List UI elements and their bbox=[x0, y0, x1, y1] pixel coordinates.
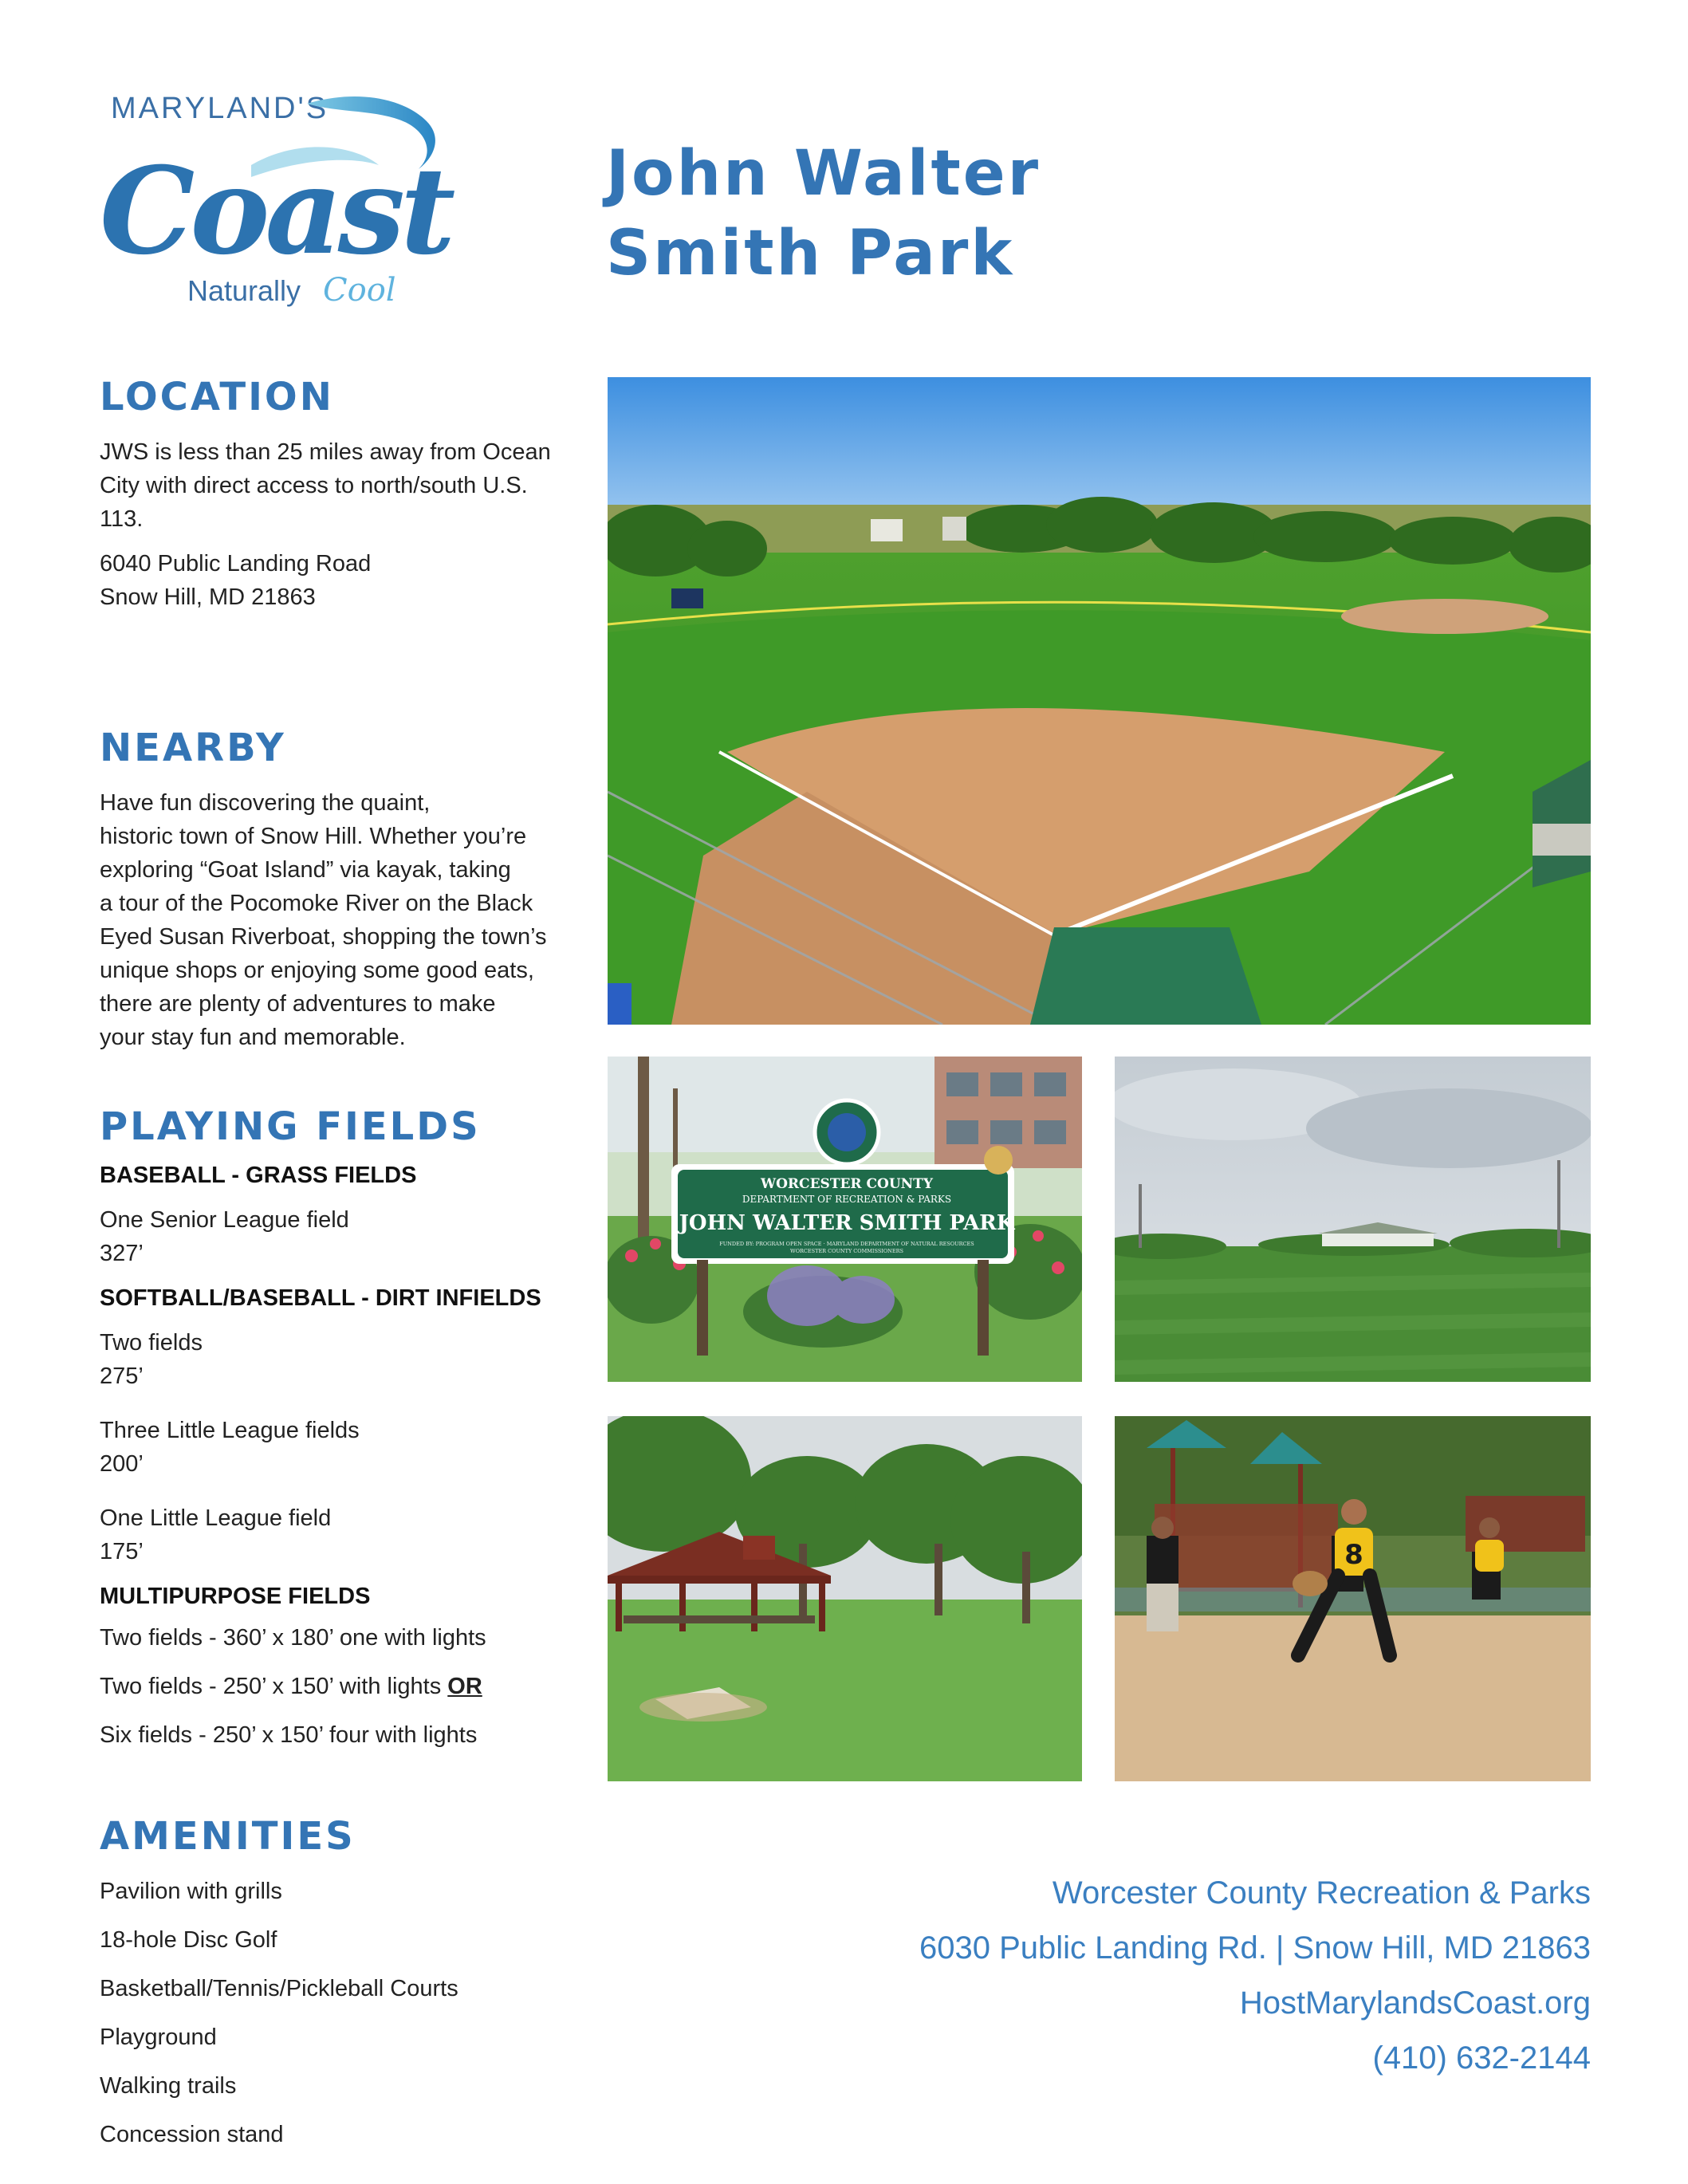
location-text-line: JWS is less than 25 miles away from Ocean bbox=[100, 439, 551, 465]
nearby-text-line: Have fun discovering the quaint, bbox=[100, 790, 431, 816]
open-field-photo bbox=[1115, 1057, 1591, 1382]
address-line-1: 6040 Public Landing Road bbox=[100, 551, 372, 576]
multipurpose-subheading: MULTIPURPOSE FIELDS bbox=[100, 1584, 371, 1609]
amenity-item: Playground bbox=[100, 2025, 217, 2050]
nearby-text-line: Eyed Susan Riverboat, shopping the town’s bbox=[100, 924, 547, 950]
nearby-text-line: historic town of Snow Hill. Whether you’re bbox=[100, 824, 527, 849]
field-item: Two fields bbox=[100, 1330, 203, 1356]
page-title bbox=[606, 134, 1164, 293]
title-line-1: John Walter bbox=[606, 138, 1041, 210]
sign-dept-text: DEPARTMENT OF RECREATION & PARKS bbox=[742, 1194, 952, 1205]
sign-funded-text: FUNDED BY: PROGRAM OPEN SPACE · MARYLAND DEPARTMENT OF NATURAL RESOURCES bbox=[719, 1241, 974, 1247]
nearby-text-line: your stay fun and memorable. bbox=[100, 1025, 406, 1050]
field-size: 275’ bbox=[100, 1364, 144, 1389]
marylands-coast-logo bbox=[92, 89, 482, 313]
or-emphasis: OR bbox=[447, 1674, 482, 1699]
amenity-item: Concession stand bbox=[100, 2122, 284, 2147]
address-line-2: Snow Hill, MD 21863 bbox=[100, 584, 316, 610]
logo-naturally-text: Naturally bbox=[187, 274, 301, 307]
logo-cool-text: Cool bbox=[323, 272, 396, 309]
field-item: Three Little League fields bbox=[100, 1418, 360, 1443]
park-sign-photo bbox=[608, 1057, 1082, 1382]
amenities-section bbox=[100, 1814, 594, 2166]
location-text-line: 113. bbox=[100, 506, 144, 532]
nearby-section bbox=[100, 726, 578, 1054]
amenities-heading: AMENITIES bbox=[100, 1814, 356, 1859]
logo-marylands-text: MARYLAND'S bbox=[111, 92, 329, 125]
sign-county-text: WORCESTER COUNTY bbox=[761, 1176, 933, 1192]
softball-subheading: SOFTBALL/BASEBALL - DIRT INFIELDS bbox=[100, 1285, 541, 1311]
field-size: 327’ bbox=[100, 1241, 144, 1266]
amenity-item: Walking trails bbox=[100, 2073, 237, 2099]
logo-coast-wordmark: Coast bbox=[100, 141, 451, 281]
location-section bbox=[100, 375, 578, 614]
field-item-text: Two fields - 250’ x 150’ with lights bbox=[100, 1674, 448, 1699]
contact-phone[interactable]: (410) 632-2144 bbox=[1372, 2040, 1591, 2076]
baseball-subheading: BASEBALL - GRASS FIELDS bbox=[100, 1163, 417, 1188]
sign-park-name: JOHN WALTER SMITH PARK bbox=[679, 1211, 1015, 1235]
amenity-item: 18-hole Disc Golf bbox=[100, 1927, 277, 1953]
contact-block bbox=[714, 1866, 1591, 2086]
amenity-item: Pavilion with grills bbox=[100, 1879, 282, 1904]
svg-text:8: 8 bbox=[1344, 1539, 1363, 1571]
field-item: Six fields - 250’ x 150’ four with lights bbox=[100, 1722, 478, 1748]
nearby-text-line: unique shops or enjoying some good eats, bbox=[100, 958, 534, 983]
title-line-2: Smith Park bbox=[606, 218, 1015, 289]
contact-website-link[interactable]: HostMarylandsCoast.org bbox=[1239, 1985, 1591, 2021]
sign-commissioners-text: WORCESTER COUNTY COMMISSIONERS bbox=[790, 1248, 903, 1254]
contact-address: 6030 Public Landing Rd. | Snow Hill, MD 21863 bbox=[919, 1930, 1591, 1966]
location-heading: LOCATION bbox=[100, 375, 334, 419]
field-item bbox=[100, 1670, 594, 1703]
field-size: 200’ bbox=[100, 1451, 144, 1477]
nearby-heading: NEARBY bbox=[100, 726, 286, 770]
playing-fields-section bbox=[100, 1104, 594, 1752]
pavilion-photo bbox=[608, 1416, 1082, 1781]
ballfield-aerial-photo bbox=[608, 377, 1591, 1025]
field-item: One Senior League field bbox=[100, 1207, 349, 1233]
nearby-text-line: there are plenty of adventures to make bbox=[100, 991, 496, 1017]
location-text-line: City with direct access to north/south U.S. bbox=[100, 473, 528, 498]
nearby-text-line: exploring “Goat Island” via kayak, taking bbox=[100, 857, 511, 883]
field-item: One Little League field bbox=[100, 1505, 332, 1531]
field-size: 175’ bbox=[100, 1539, 144, 1564]
field-item: Two fields - 360’ x 180’ one with lights bbox=[100, 1625, 486, 1651]
nearby-text-line: a tour of the Pocomoke River on the Black bbox=[100, 891, 533, 916]
contact-org: Worcester County Recreation & Parks bbox=[1052, 1875, 1591, 1911]
softball-game-photo bbox=[1115, 1416, 1591, 1781]
amenity-item: Basketball/Tennis/Pickleball Courts bbox=[100, 1976, 458, 2001]
playing-fields-heading: PLAYING FIELDS bbox=[100, 1104, 481, 1149]
